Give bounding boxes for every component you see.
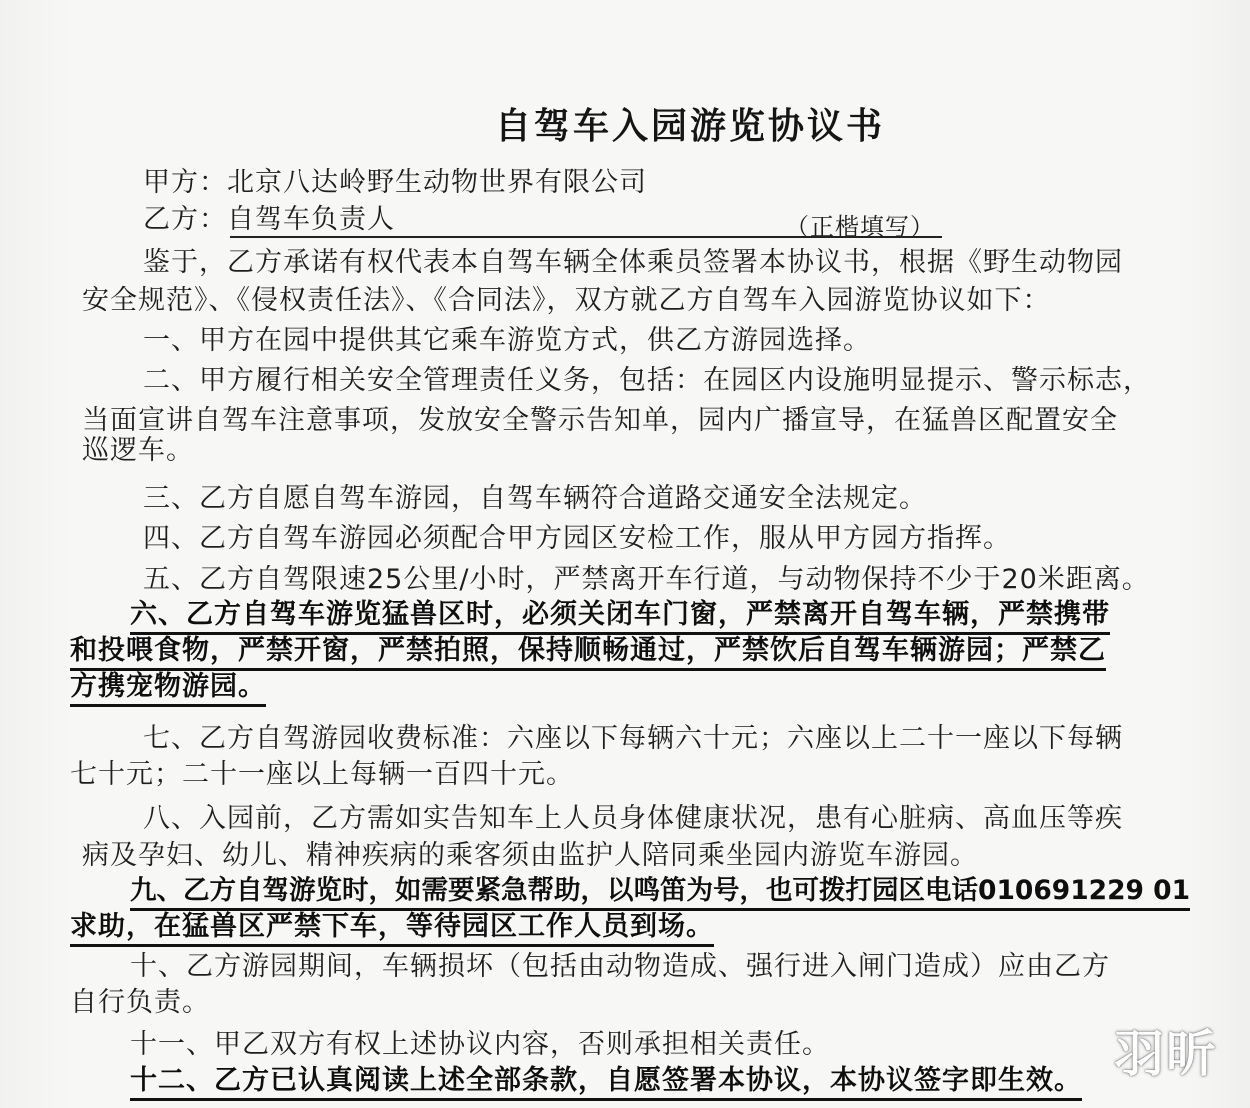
party-b-label: 乙方：自驾车负责人 — [143, 204, 395, 235]
clause-1: 一、甲方在园中提供其它乘车游览方式，供乙方游园选择。 — [143, 325, 871, 356]
party-b-signature-hint: （正楷填写） — [785, 213, 935, 241]
clause-9-text-2: 求助，在猛兽区严禁下车，等待园区工作人员到场。 — [70, 911, 714, 947]
clause-2-line-3: 巡逻车。 — [82, 435, 194, 466]
clause-10-line-2: 自行负责。 — [70, 987, 210, 1018]
clause-9-line-2 — [70, 904, 714, 943]
party-a-line: 甲方：北京八达岭野生动物世界有限公司 — [143, 167, 647, 198]
clause-6-text-1: 六、乙方自驾车游览猛兽区时，必须关闭车门窗，严禁离开自驾车辆，严禁携带 — [130, 599, 1110, 635]
preamble-line-1: 鉴于，乙方承诺有权代表本自驾车辆全体乘员签署本协议书，根据《野生动物园 — [143, 247, 1123, 278]
preamble-line-2: 安全规范》、《侵权责任法》、《合同法》，双方就乙方自驾车入园游览协议如下： — [82, 285, 1051, 316]
clause-8-line-2: 病及孕妇、幼儿、精神疾病的乘客须由监护人陪同乘坐园内游览车游园。 — [82, 840, 978, 871]
watermark-logo: 羽昕 — [1114, 1025, 1218, 1083]
clause-3: 三、乙方自愿自驾车游园，自驾车辆符合道路交通安全法规定。 — [143, 483, 927, 514]
clause-7-line-2: 七十元；二十一座以上每辆一百四十元。 — [70, 759, 574, 790]
party-b-line — [143, 197, 395, 236]
clause-10-line-1: 十、乙方游园期间，车辆损坏（包括由动物造成、强行进入闸门造成）应由乙方 — [130, 951, 1110, 982]
clause-9-line-1 — [130, 868, 1190, 907]
clause-5: 五、乙方自驾限速25公里/小时，严禁离开车行道，与动物保持不少于20米距离。 — [143, 564, 1150, 595]
clause-2-line-2: 当面宣讲自驾车注意事项，发放安全警示告知单，园内广播宣导，在猛兽区配置安全 — [82, 405, 1118, 436]
clause-6-text-2: 和投喂食物，严禁开窗，严禁拍照，保持顺畅通过，严禁饮后自驾车辆游园；严禁乙 — [70, 635, 1106, 671]
document-title: 自驾车入园游览协议书 — [495, 106, 886, 147]
clause-8-line-1: 八、入园前，乙方需如实告知车上人员身体健康状况，患有心脏病、高血压等疾 — [143, 803, 1123, 834]
clause-9-text-1: 九、乙方自驾游览时，如需要紧急帮助，以鸣笛为号，也可拨打园区电话010691229 01 — [130, 875, 1190, 911]
clause-4: 四、乙方自驾车游园必须配合甲方园区安检工作，服从甲方园方指挥。 — [143, 523, 1011, 554]
clause-6-line-1 — [130, 592, 1110, 631]
clause-6-line-2 — [70, 628, 1106, 667]
clause-12 — [130, 1058, 1082, 1097]
clause-2-line-1: 二、甲方履行相关安全管理责任义务，包括：在园区内设施明显提示、警示标志， — [143, 365, 1151, 396]
clause-6-text-3: 方携宠物游园。 — [70, 671, 266, 707]
clause-6-line-3 — [70, 664, 266, 703]
clause-11: 十一、甲乙双方有权上述协议内容，否则承担相关责任。 — [130, 1029, 830, 1060]
clause-7-line-1: 七、乙方自驾游园收费标准：六座以下每辆六十元；六座以上二十一座以下每辆 — [143, 723, 1123, 754]
clause-12-text: 十二、乙方已认真阅读上述全部条款，自愿签署本协议，本协议签字即生效。 — [130, 1065, 1082, 1101]
party-b-fill-underline — [230, 236, 942, 238]
